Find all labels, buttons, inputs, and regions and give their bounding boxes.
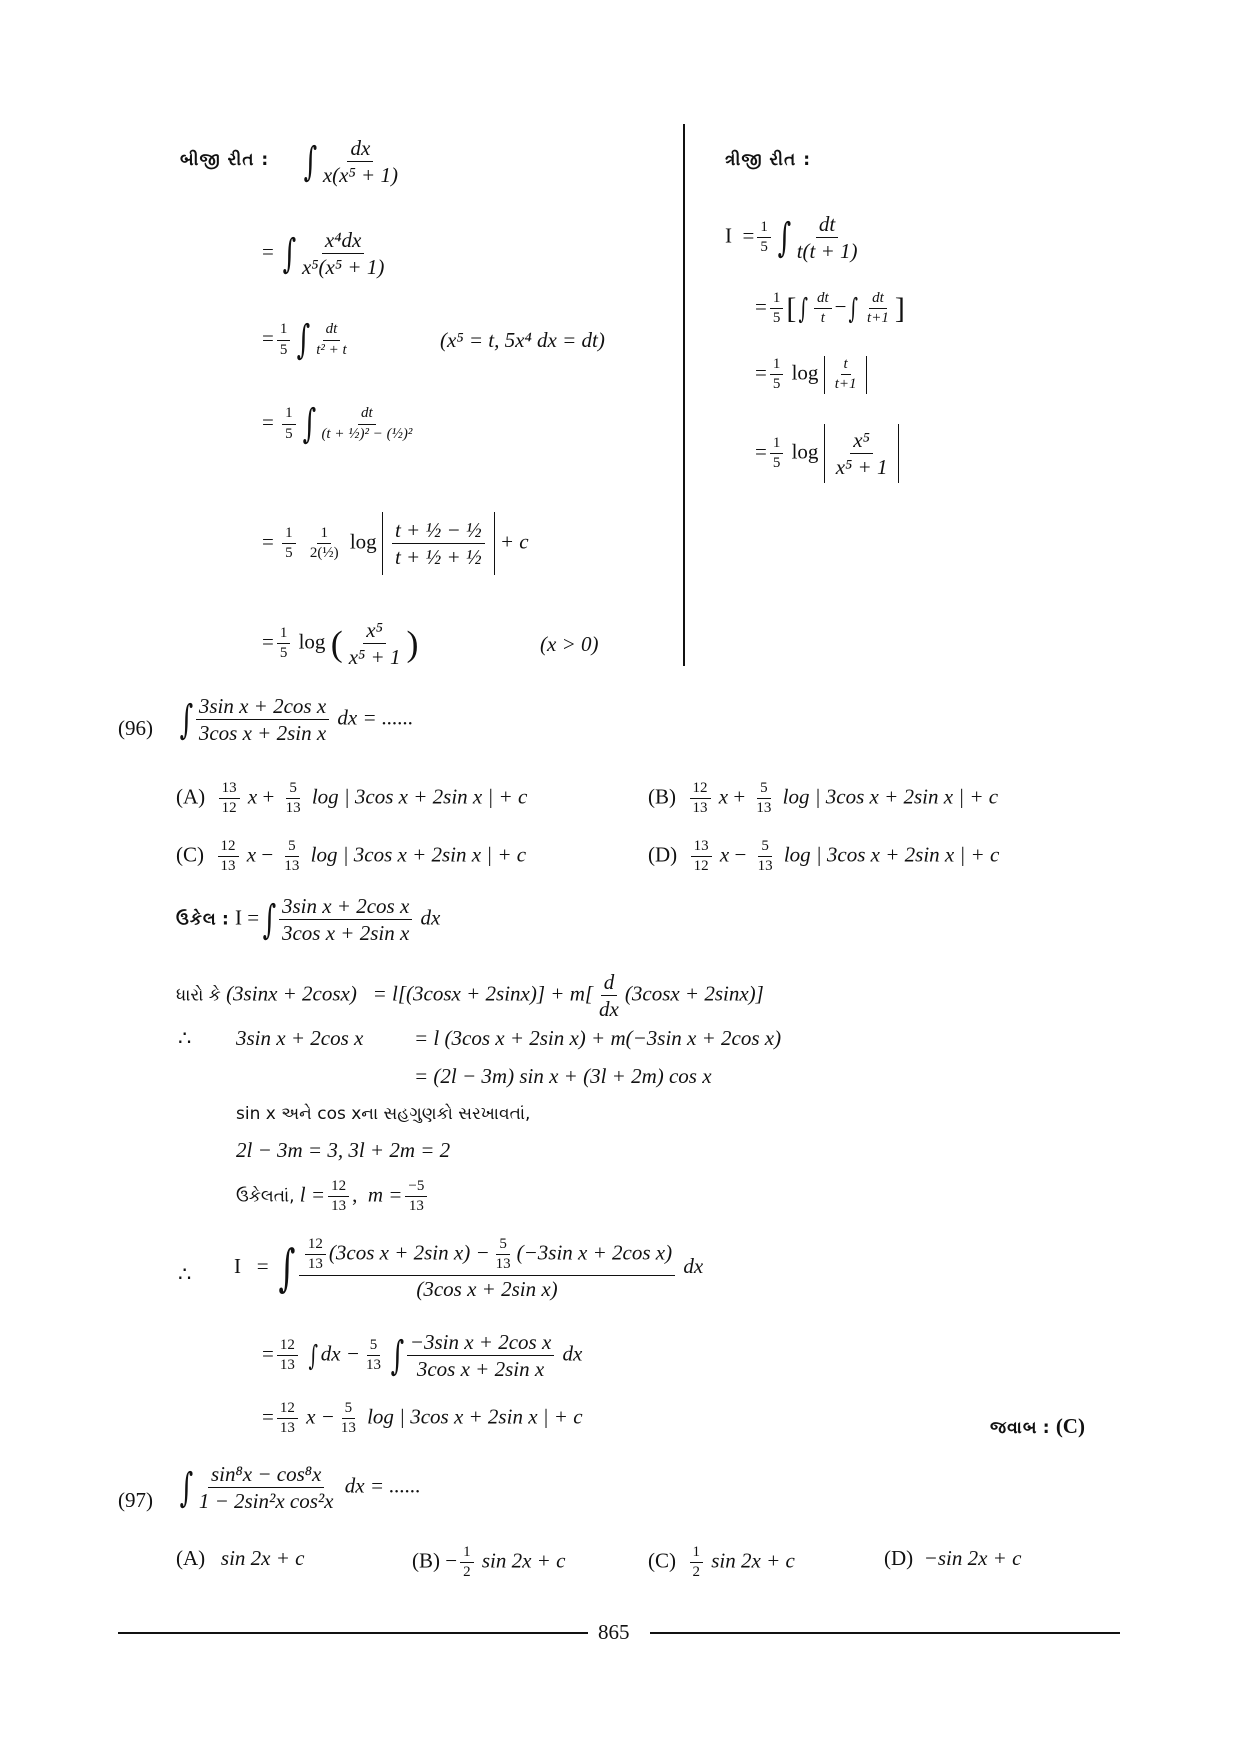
- q96-option-b: (B) $\frac{12}{13}$ x + $\frac{5}{13}$ log | 3cos x + 2sin x | + c: [648, 780, 999, 817]
- method2-line6: = $\frac{1}{5}$ log ( $\frac{\text{x⁵}}{\text{x⁵ + 1}}$ ): [262, 618, 419, 670]
- q96-option-a: (A) $\frac{13}{12}$ x + $\frac{5}{13}$ log | 3cos x + 2sin x | + c: [176, 780, 528, 817]
- footer-rule-left: [118, 1632, 588, 1634]
- equation-lhs: 3sin x + 2cos x: [236, 1026, 364, 1050]
- split-integral: = $\frac{12}{13}$ ∫ dx − $\frac{5}{13}$ ∫ $\frac{\text{−3sin x + 2cos x}}{\text{3cos x + 2sin x}}$ dx: [262, 1330, 583, 1382]
- q96-integral: ∫ $\frac{\text{3sin x + 2cos x}}{\text{3cos x + 2sin x}}$ dx = ......: [179, 694, 414, 746]
- answer: જવાબ : (C): [990, 1414, 1085, 1438]
- method3-line3: = $\frac{1}{5}$ log $\frac{t}{t+1}$: [755, 356, 867, 394]
- q97-option-d: (D) −sin 2x + c: [884, 1546, 1022, 1570]
- method3-title: ત્રીજી રીત :: [725, 150, 812, 170]
- method2-line3: = $\frac{1}{5}$ ∫ $\frac{dt}{\text{t² + t}}$: [262, 317, 347, 363]
- column-divider: [683, 124, 685, 666]
- q96-option-d: (D) $\frac{13}{12}$ x − $\frac{5}{13}$ log | 3cos x + 2sin x | + c: [648, 838, 1000, 875]
- equation-expanded: = (2l − 3m) sin x + (3l + 2m) cos x: [414, 1064, 712, 1088]
- solved-values: ઉકેલતાં, l = $\frac{12}{13}$ , m = $\frac{-5}{13}$: [236, 1178, 430, 1216]
- method3-line1: I = $\frac{1}{5}$ ∫ $\frac{dt}{t(t + 1)}$: [725, 212, 858, 264]
- method3-line2: = $\frac{1}{5}$ [∫ $\frac{dt}{t}$ −∫ $\frac{dt}{t+1}$ ]: [755, 290, 905, 327]
- q97-option-b: (B) − $\frac{1}{2}$ sin 2x + c: [412, 1544, 566, 1581]
- method2-line5: = $\frac{1}{5}$ $\frac{1}{\text{2(½)}}$ log $\frac{\text{t + ½ − ½}}{\text{t + ½ + ½}}$ + c: [262, 512, 529, 575]
- method3-line4: = $\frac{1}{5}$ log $\frac{\text{x⁵}}{\text{x⁵ + 1}}$: [755, 424, 899, 483]
- solution-header: ઉકેલ : I =∫ $\frac{\text{3sin x + 2cos x}}{\text{3cos x + 2sin x}}$ dx: [176, 894, 441, 946]
- method2-line1: ∫ $\frac{dx}{\text{x(x⁵ + 1)}}$: [303, 136, 398, 188]
- compare-coefficients: sin x અને cos xના સહગુણકો સરખાવતાં,: [236, 1104, 531, 1124]
- q97-number: (97): [118, 1488, 153, 1512]
- simultaneous-equations: 2l − 3m = 3, 3l + 2m = 2: [236, 1138, 451, 1162]
- equation-rhs: = l (3cos x + 2sin x) + m(−3sin x + 2cos x): [414, 1026, 782, 1050]
- q97-option-c: (C) $\frac{1}{2}$ sin 2x + c: [648, 1544, 795, 1581]
- q97-integral: ∫ $\frac{\text{sin⁸x − cos⁸x}}{\text{1 − 2sin²x cos²x}}$ dx = ......: [179, 1462, 421, 1514]
- page-number: 865: [598, 1620, 630, 1644]
- method2-line2: = ∫ $\frac{\text{x⁴dx}}{\text{x⁵(x⁵ + 1)}}$: [262, 228, 385, 280]
- q96-number: (96): [118, 716, 153, 740]
- therefore-symbol-2: ∴: [178, 1262, 192, 1286]
- method2-line4: = $\frac{1}{5}$ ∫ $\frac{dt}{\text{(t + ½)² − (½)²}}$: [262, 401, 413, 447]
- let-line: ધારો કે (3sinx + 2cosx) = l[(3cosx + 2sinx)] + m[ $\frac{d}{dx}$ (3cosx + 2sinx)]: [176, 970, 764, 1022]
- domain-note: (x > 0): [540, 632, 599, 656]
- footer-rule-right: [650, 1632, 1120, 1634]
- integral-substituted: I = ∫ $\frac{12}{13}$ (3cos x + 2sin x) − $\frac{5}{13}$ (−3sin x + 2cos x) (3cos x + 2sin x) dx: [234, 1236, 704, 1301]
- substitution-note: (x⁵ = t, 5x⁴ dx = dt): [440, 328, 605, 352]
- q96-option-c: (C) $\frac{12}{13}$ x − $\frac{5}{13}$ log | 3cos x + 2sin x | + c: [176, 838, 527, 875]
- method2-title: બીજી રીત :: [180, 150, 270, 170]
- final-result: = $\frac{12}{13}$ x − $\frac{5}{13}$ log | 3cos x + 2sin x | + c: [262, 1400, 583, 1437]
- therefore-symbol-1: ∴: [178, 1026, 192, 1050]
- q97-option-a: (A) sin 2x + c: [176, 1546, 305, 1570]
